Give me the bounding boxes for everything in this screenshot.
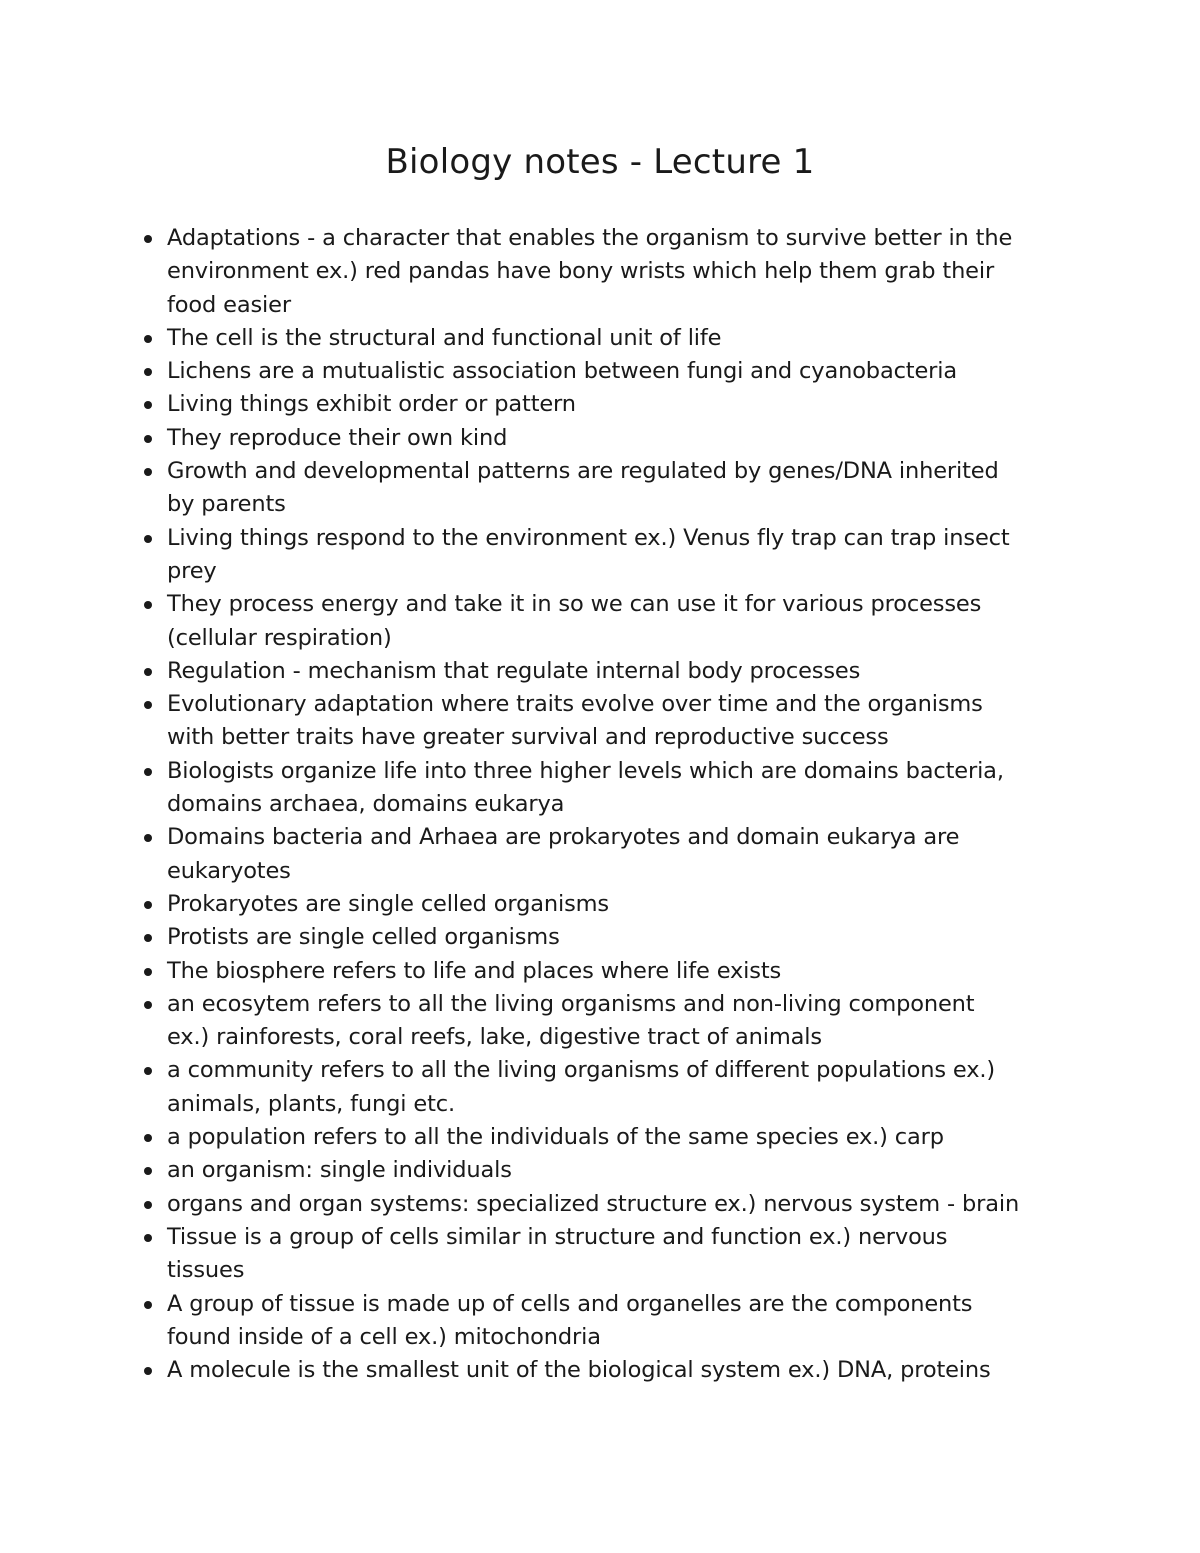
bullet-icon: [144, 701, 152, 709]
list-item: [140, 1288, 1080, 1355]
list-item: [140, 322, 1080, 355]
list-item-text-line: found inside of a cell ex.) mitochondria: [167, 1323, 601, 1350]
bullet-icon: [144, 368, 152, 376]
list-item-text-line: with better traits have greater survival and reproductive success: [167, 724, 889, 751]
bullet-icon: [144, 1167, 152, 1175]
list-item-text-line: The cell is the structural and functional unit of life: [167, 324, 722, 351]
bullet-icon: [144, 1234, 152, 1242]
list-item-text-line: Protists are single celled organisms: [167, 924, 560, 951]
list-item-text-line: a population refers to all the individuals of the same species ex.) carp: [167, 1124, 944, 1151]
bullet-icon: [144, 535, 152, 543]
list-item: [140, 355, 1080, 388]
list-item-text-line: food easier: [167, 291, 291, 318]
list-item-text-line: Domains bacteria and Arhaea are prokaryotes and domain eukarya are: [167, 824, 960, 851]
list-item: [140, 588, 1080, 655]
list-item-text-line: (cellular respiration): [167, 624, 392, 651]
list-item-text-line: Adaptations - a character that enables the organism to survive better in the: [167, 225, 1013, 251]
list-item: [140, 422, 1080, 455]
list-item: [140, 888, 1080, 921]
list-item-text-line: tissues: [167, 1257, 245, 1284]
list-item: [140, 1221, 1080, 1288]
list-item: [140, 1121, 1080, 1154]
list-item-text-line: Tissue is a group of cells similar in structure and function ex.) nervous: [167, 1223, 948, 1250]
bullet-icon: [144, 934, 152, 942]
list-item: [140, 655, 1080, 688]
list-item: [140, 388, 1080, 421]
list-item-text-line: organs and organ systems: specialized structure ex.) nervous system - brain: [167, 1190, 1020, 1217]
bullet-icon: [144, 401, 152, 409]
bullet-icon: [144, 1201, 152, 1209]
list-item-text-line: Prokaryotes are single celled organisms: [167, 890, 609, 917]
list-item-text-line: Lichens are a mutualistic association between fungi and cyanobacteria: [167, 358, 958, 385]
list-item-text-line: Living things exhibit order or pattern: [167, 391, 576, 418]
list-item-text-line: prey: [167, 557, 217, 584]
bullet-icon: [144, 435, 152, 443]
bullet-icon: [144, 601, 152, 609]
bullet-icon: [144, 1301, 152, 1309]
list-item-text-line: an organism: single individuals: [167, 1157, 512, 1184]
list-item-text-line: Growth and developmental patterns are regulated by genes/DNA inherited: [167, 458, 999, 485]
list-item: [140, 955, 1080, 988]
list-item-text-line: domains archaea, domains eukarya: [167, 791, 565, 818]
list-item: [140, 522, 1080, 589]
list-item-text-line: They process energy and take it in so we can use it for various processes: [167, 591, 982, 618]
list-item-text-line: a community refers to all the living organisms of different populations ex.): [167, 1057, 995, 1084]
list-item-text-line: an ecosytem refers to all the living organisms and non-living component: [167, 990, 975, 1017]
notes-list: [140, 222, 1080, 1387]
list-item: [140, 755, 1080, 822]
list-item: [140, 988, 1080, 1055]
bullet-icon: [144, 1367, 152, 1375]
bullet-icon: [144, 668, 152, 676]
bullet-icon: [144, 1134, 152, 1142]
list-item: [140, 222, 1080, 322]
page-title: Biology notes - Lecture 1: [385, 142, 815, 182]
list-item-text-line: Evolutionary adaptation where traits evolve over time and the organisms: [167, 691, 983, 718]
list-item-text-line: The biosphere refers to life and places where life exists: [167, 957, 782, 984]
bullet-icon: [144, 1001, 152, 1009]
list-item: [140, 1354, 1080, 1387]
bullet-icon: [144, 468, 152, 476]
list-item-text-line: eukaryotes: [167, 857, 291, 884]
bullet-icon: [144, 968, 152, 976]
bullet-icon: [144, 901, 152, 909]
list-item-text-line: A group of tissue is made up of cells and organelles are the components: [167, 1290, 973, 1317]
bullet-icon: [144, 768, 152, 776]
list-item: [140, 921, 1080, 954]
bullet-icon: [144, 235, 152, 243]
list-item: [140, 455, 1080, 522]
list-item-text-line: ex.) rainforests, coral reefs, lake, digestive tract of animals: [167, 1024, 822, 1051]
list-item-text-line: animals, plants, fungi etc.: [167, 1090, 455, 1117]
list-item-text-line: by parents: [167, 491, 286, 518]
list-item-text-line: A molecule is the smallest unit of the biological system ex.) DNA, proteins: [167, 1357, 991, 1384]
bullet-icon: [144, 834, 152, 842]
list-item-text-line: environment ex.) red pandas have bony wrists which help them grab their: [167, 258, 995, 285]
list-item-text-line: Living things respond to the environment ex.) Venus fly trap can trap insect: [167, 524, 1010, 551]
list-item: [140, 821, 1080, 888]
list-item: [140, 688, 1080, 755]
list-item-text-line: Regulation - mechanism that regulate internal body processes: [167, 657, 861, 684]
list-item-text-line: Biologists organize life into three higher levels which are domains bacteria,: [167, 757, 1004, 784]
list-item: [140, 1188, 1080, 1221]
list-item: [140, 1154, 1080, 1187]
list-item: [140, 1054, 1080, 1121]
list-item-text-line: They reproduce their own kind: [167, 424, 508, 451]
bullet-icon: [144, 1067, 152, 1075]
bullet-icon: [144, 335, 152, 343]
